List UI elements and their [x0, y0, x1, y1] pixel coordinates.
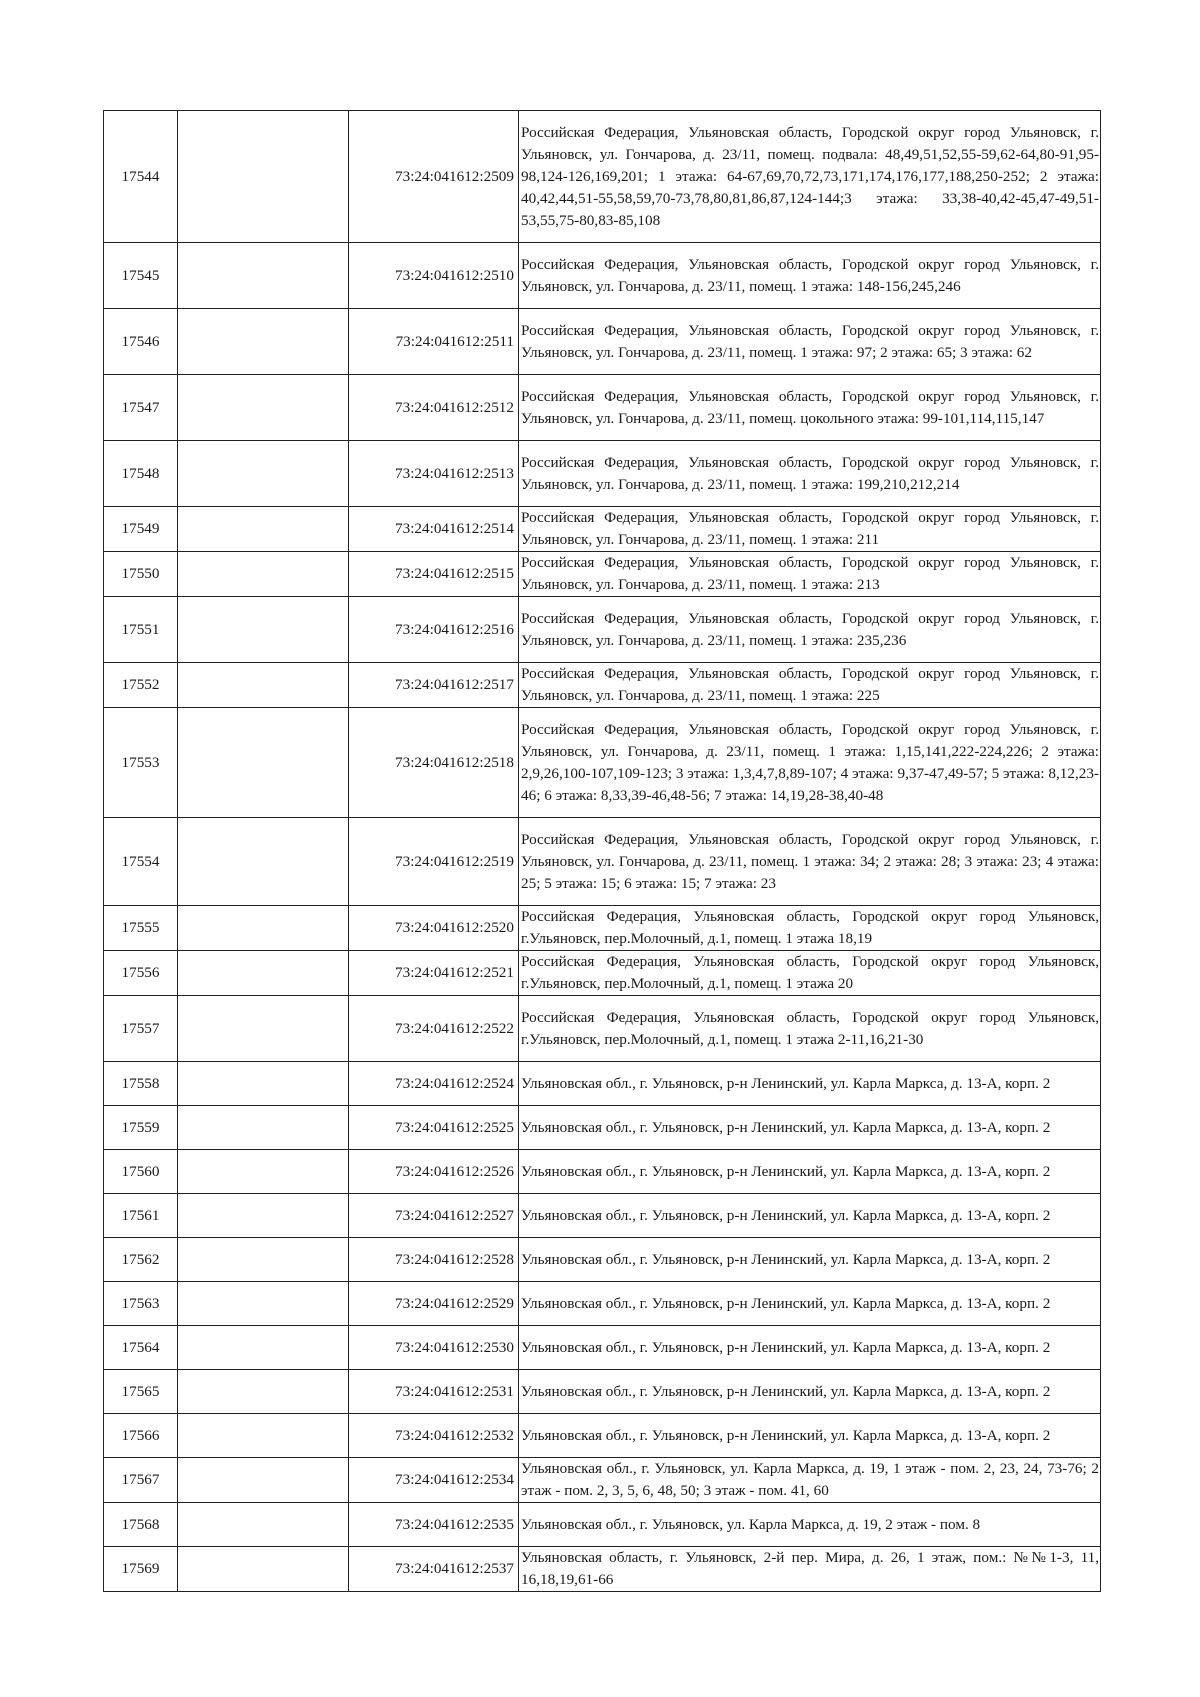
address-cell: Ульяновская обл., г. Ульяновск, р-н Ленинский, ул. Карла Маркса, д. 13-А, корп. 2: [519, 1282, 1101, 1326]
empty-cell: [178, 818, 349, 906]
table-row: [104, 1062, 1101, 1106]
row-number: 17555: [104, 906, 178, 951]
empty-cell: [178, 1194, 349, 1238]
row-number: 17553: [104, 708, 178, 818]
table-row: [104, 906, 1101, 951]
address-cell: Ульяновская обл., г. Ульяновск, р-н Ленинский, ул. Карла Маркса, д. 13-А, корп. 2: [519, 1238, 1101, 1282]
row-number: 17569: [104, 1547, 178, 1592]
cadastral-number: 73:24:041612:2529: [349, 1282, 519, 1326]
row-number: 17564: [104, 1326, 178, 1370]
address-cell: Российская Федерация, Ульяновская область, Городской округ город Ульяновск, г. Ульяновск, ул. Гончарова, д. 23/11, помещ. 1 этажа: 1,15,141,222-224,226; 2 этажа: 2,9,26,100-107,109-123; 3 этажа: 1,3,4,7,8,89-107; 4 этажа: 9,37-47,49-57; 5 этажа: 8,12,23-46; 6 этажа: 8,33,39-46,48-56; 7 этажа: 14,19,28-38,40-48: [519, 708, 1101, 818]
row-number: 17550: [104, 552, 178, 597]
address-cell: Российская Федерация, Ульяновская область, Городской округ город Ульяновск, г. Ульяновск, ул. Гончарова, д. 23/11, помещ. 1 этажа: 34; 2 этажа: 28; 3 этажа: 23; 4 этажа: 25; 5 этажа: 15; 6 этажа: 15; 7 этажа: 23: [519, 818, 1101, 906]
row-number: 17551: [104, 597, 178, 663]
address-cell: Ульяновская обл., г. Ульяновск, ул. Карла Маркса, д. 19, 1 этаж - пом. 2, 23, 24, 73-76; 2 этаж - пом. 2, 3, 5, 6, 48, 50; 3 этаж - пом. 41, 60: [519, 1458, 1101, 1503]
row-number: 17558: [104, 1062, 178, 1106]
address-cell: Российская Федерация, Ульяновская область, Городской округ город Ульяновск, г.Ульяновск, пер.Молочный, д.1, помещ. 1 этажа 2-11,16,21-30: [519, 996, 1101, 1062]
empty-cell: [178, 441, 349, 507]
cadastral-number: 73:24:041612:2517: [349, 663, 519, 708]
document-page: [103, 110, 1100, 1592]
address-cell: Российская Федерация, Ульяновская область, Городской округ город Ульяновск, г. Ульяновск, ул. Гончарова, д. 23/11, помещ. 1 этажа: 97; 2 этажа: 65; 3 этажа: 62: [519, 309, 1101, 375]
empty-cell: [178, 996, 349, 1062]
address-cell: Российская Федерация, Ульяновская область, Городской округ город Ульяновск, г. Ульяновск, ул. Гончарова, д. 23/11, помещ. 1 этажа: 235,236: [519, 597, 1101, 663]
cadastral-number: 73:24:041612:2516: [349, 597, 519, 663]
row-number: 17549: [104, 507, 178, 552]
address-cell: Ульяновская обл., г. Ульяновск, ул. Карла Маркса, д. 19, 2 этаж - пом. 8: [519, 1503, 1101, 1547]
address-cell: Российская Федерация, Ульяновская область, Городской округ город Ульяновск, г. Ульяновск, ул. Гончарова, д. 23/11, помещ. 1 этажа: 148-156,245,246: [519, 243, 1101, 309]
table-row: [104, 1194, 1101, 1238]
cadastral-number: 73:24:041612:2515: [349, 552, 519, 597]
table-row: [104, 1326, 1101, 1370]
cadastral-number: 73:24:041612:2528: [349, 1238, 519, 1282]
cadastral-number: 73:24:041612:2511: [349, 309, 519, 375]
table-row: [104, 597, 1101, 663]
cadastral-number: 73:24:041612:2532: [349, 1414, 519, 1458]
empty-cell: [178, 1547, 349, 1592]
table-row: [104, 1547, 1101, 1592]
empty-cell: [178, 1458, 349, 1503]
row-number: 17567: [104, 1458, 178, 1503]
cadastral-number: 73:24:041612:2519: [349, 818, 519, 906]
table-row: [104, 1503, 1101, 1547]
cadastral-number: 73:24:041612:2521: [349, 951, 519, 996]
table-row: [104, 507, 1101, 552]
cadastral-number: 73:24:041612:2531: [349, 1370, 519, 1414]
address-cell: Российская Федерация, Ульяновская область, Городской округ город Ульяновск, г. Ульяновск, ул. Гончарова, д. 23/11, помещ. цокольного этажа: 99-101,114,115,147: [519, 375, 1101, 441]
table-row: [104, 111, 1101, 243]
empty-cell: [178, 243, 349, 309]
row-number: 17554: [104, 818, 178, 906]
address-cell: Ульяновская обл., г. Ульяновск, р-н Ленинский, ул. Карла Маркса, д. 13-А, корп. 2: [519, 1326, 1101, 1370]
row-number: 17563: [104, 1282, 178, 1326]
cadastral-number: 73:24:041612:2513: [349, 441, 519, 507]
cadastral-number: 73:24:041612:2509: [349, 111, 519, 243]
row-number: 17547: [104, 375, 178, 441]
empty-cell: [178, 1282, 349, 1326]
table-row: [104, 441, 1101, 507]
empty-cell: [178, 708, 349, 818]
cadastral-number: 73:24:041612:2535: [349, 1503, 519, 1547]
table-row: [104, 1282, 1101, 1326]
cadastral-number: 73:24:041612:2514: [349, 507, 519, 552]
address-cell: Российская Федерация, Ульяновская область, Городской округ город Ульяновск, г. Ульяновск, ул. Гончарова, д. 23/11, помещ. 1 этажа: 211: [519, 507, 1101, 552]
cadastral-number: 73:24:041612:2530: [349, 1326, 519, 1370]
cadastral-table: [103, 110, 1101, 1592]
row-number: 17565: [104, 1370, 178, 1414]
empty-cell: [178, 1062, 349, 1106]
row-number: 17562: [104, 1238, 178, 1282]
cadastral-number: 73:24:041612:2534: [349, 1458, 519, 1503]
empty-cell: [178, 111, 349, 243]
table-row: [104, 1150, 1101, 1194]
empty-cell: [178, 1238, 349, 1282]
cadastral-number: 73:24:041612:2510: [349, 243, 519, 309]
address-cell: Ульяновская обл., г. Ульяновск, р-н Ленинский, ул. Карла Маркса, д. 13-А, корп. 2: [519, 1194, 1101, 1238]
table-row: [104, 663, 1101, 708]
table-row: [104, 552, 1101, 597]
address-cell: Ульяновская обл., г. Ульяновск, р-н Ленинский, ул. Карла Маркса, д. 13-А, корп. 2: [519, 1106, 1101, 1150]
address-cell: Российская Федерация, Ульяновская область, Городской округ город Ульяновск, г. Ульяновск, ул. Гончарова, д. 23/11, помещ. 1 этажа: 225: [519, 663, 1101, 708]
row-number: 17552: [104, 663, 178, 708]
table-row: [104, 309, 1101, 375]
address-cell: Ульяновская обл., г. Ульяновск, р-н Ленинский, ул. Карла Маркса, д. 13-А, корп. 2: [519, 1414, 1101, 1458]
empty-cell: [178, 1370, 349, 1414]
row-number: 17546: [104, 309, 178, 375]
empty-cell: [178, 1503, 349, 1547]
cadastral-number: 73:24:041612:2526: [349, 1150, 519, 1194]
row-number: 17566: [104, 1414, 178, 1458]
row-number: 17568: [104, 1503, 178, 1547]
table-row: [104, 1414, 1101, 1458]
address-cell: Российская Федерация, Ульяновская область, Городской округ город Ульяновск, г. Ульяновск, ул. Гончарова, д. 23/11, помещ. подвала: 48,49,51,52,55-59,62-64,80-91,95-98,124-126,169,201; 1 этажа: 64-67,69,70,72,73,171,174,176,177,188,250-252; 2 этажа: 40,42,44,51-55,58,59,70-73,78,80,81,86,87,124-144;3 этажа: 33,38-40,42-45,47-49,51-53,55,75-80,83-85,108: [519, 111, 1101, 243]
empty-cell: [178, 507, 349, 552]
table-row: [104, 708, 1101, 818]
cadastral-number: 73:24:041612:2537: [349, 1547, 519, 1592]
row-number: 17561: [104, 1194, 178, 1238]
empty-cell: [178, 375, 349, 441]
empty-cell: [178, 951, 349, 996]
address-cell: Ульяновская обл., г. Ульяновск, р-н Ленинский, ул. Карла Маркса, д. 13-А, корп. 2: [519, 1370, 1101, 1414]
empty-cell: [178, 552, 349, 597]
empty-cell: [178, 1414, 349, 1458]
address-cell: Российская Федерация, Ульяновская область, Городской округ город Ульяновск, г. Ульяновск, ул. Гончарова, д. 23/11, помещ. 1 этажа: 199,210,212,214: [519, 441, 1101, 507]
row-number: 17545: [104, 243, 178, 309]
empty-cell: [178, 1106, 349, 1150]
cadastral-number: 73:24:041612:2527: [349, 1194, 519, 1238]
table-body: [104, 111, 1101, 1592]
table-row: [104, 1238, 1101, 1282]
address-cell: Ульяновская область, г. Ульяновск, 2-й пер. Мира, д. 26, 1 этаж, пом.: №№1-3, 11, 16,18,19,61-66: [519, 1547, 1101, 1592]
empty-cell: [178, 597, 349, 663]
table-row: [104, 243, 1101, 309]
cadastral-number: 73:24:041612:2512: [349, 375, 519, 441]
address-cell: Ульяновская обл., г. Ульяновск, р-н Ленинский, ул. Карла Маркса, д. 13-А, корп. 2: [519, 1150, 1101, 1194]
table-row: [104, 951, 1101, 996]
row-number: 17559: [104, 1106, 178, 1150]
table-row: [104, 996, 1101, 1062]
empty-cell: [178, 906, 349, 951]
address-cell: Ульяновская обл., г. Ульяновск, р-н Ленинский, ул. Карла Маркса, д. 13-А, корп. 2: [519, 1062, 1101, 1106]
empty-cell: [178, 1326, 349, 1370]
table-row: [104, 1106, 1101, 1150]
address-cell: Российская Федерация, Ульяновская область, Городской округ город Ульяновск, г.Ульяновск, пер.Молочный, д.1, помещ. 1 этажа 18,19: [519, 906, 1101, 951]
empty-cell: [178, 309, 349, 375]
table-row: [104, 818, 1101, 906]
cadastral-number: 73:24:041612:2525: [349, 1106, 519, 1150]
address-cell: Российская Федерация, Ульяновская область, Городской округ город Ульяновск, г. Ульяновск, ул. Гончарова, д. 23/11, помещ. 1 этажа: 213: [519, 552, 1101, 597]
row-number: 17544: [104, 111, 178, 243]
cadastral-number: 73:24:041612:2522: [349, 996, 519, 1062]
cadastral-number: 73:24:041612:2524: [349, 1062, 519, 1106]
table-row: [104, 1458, 1101, 1503]
table-row: [104, 1370, 1101, 1414]
row-number: 17548: [104, 441, 178, 507]
row-number: 17557: [104, 996, 178, 1062]
row-number: 17556: [104, 951, 178, 996]
address-cell: Российская Федерация, Ульяновская область, Городской округ город Ульяновск, г.Ульяновск, пер.Молочный, д.1, помещ. 1 этажа 20: [519, 951, 1101, 996]
empty-cell: [178, 663, 349, 708]
cadastral-number: 73:24:041612:2520: [349, 906, 519, 951]
empty-cell: [178, 1150, 349, 1194]
cadastral-number: 73:24:041612:2518: [349, 708, 519, 818]
row-number: 17560: [104, 1150, 178, 1194]
table-row: [104, 375, 1101, 441]
